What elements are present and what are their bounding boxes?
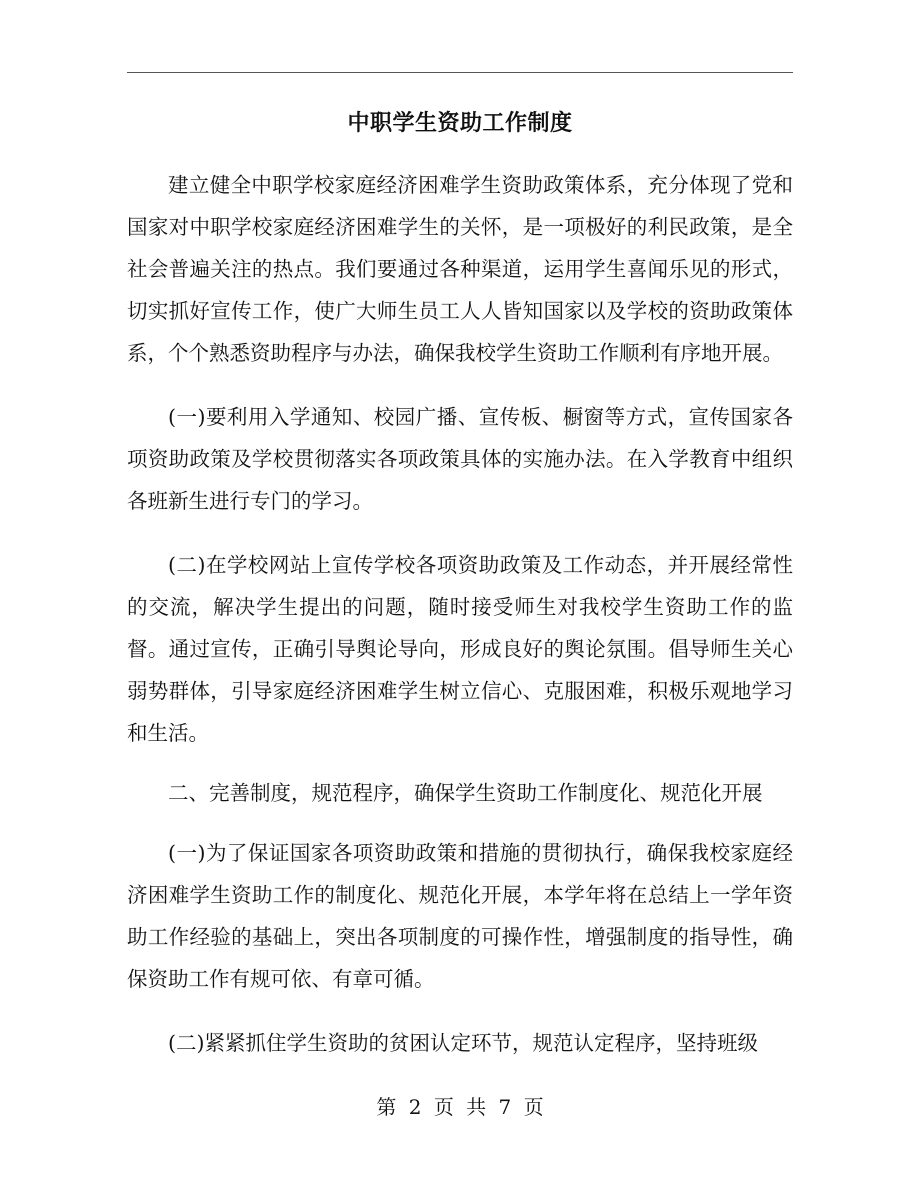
page-footer: 第 2 页 共 7 页 [376, 1095, 544, 1119]
page-title: 中职学生资助工作制度 [347, 111, 573, 136]
paragraph-item-1-2: (二)在学校网站上宣传学校各项资助政策及工作动态，并开展经常性的交流，解决学生提出的问题，随时接受师生对我校学生资助工作的监督。通过宣传，正确引导舆论导向，形成良好的舆论氛围。倡导师生关心弱势群体，引导家庭经济困难学生树立信心、克服困难，积极乐观地学习和生活。 [127, 553, 793, 745]
paragraph-intro: 建立健全中职学校家庭经济困难学生资助政策体系，充分体现了党和国家对中职学校家庭经济困难学生的关怀，是一项极好的利民政策，是全社会普遍关注的热点。我们要通过各种渠道，运用学生喜闻乐见的形式，切实抓好宣传工作，使广大师生员工人人皆知国家以及学校的资助政策体系，个个熟悉资助程序与办法，确保我校学生资助工作顺利有序地开展。 [127, 173, 793, 365]
paragraph-item-2-2: (二)紧紧抓住学生资助的贫困认定环节，规范认定程序，坚持班级 [168, 1031, 758, 1055]
paragraph-item-2-1: (一)为了保证国家各项资助政策和措施的贯彻执行，确保我校家庭经济困难学生资助工作的制度化、规范化开展，本学年将在总结上一学年资助工作经验的基础上，突出各项制度的可操作性，增强制度的指导性，确保资助工作有规可依、有章可循。 [127, 841, 793, 991]
section-heading-2: 二、完善制度，规范程序，确保学生资助工作制度化、规范化开展 [168, 781, 763, 805]
header-rule [127, 72, 793, 73]
document-body [127, 164, 793, 1086]
paragraph-item-1-1: (一)要利用入学通知、校园广播、宣传板、橱窗等方式，宣传国家各项资助政策及学校贯彻落实各项政策具体的实施办法。在入学教育中组织各班新生进行专门的学习。 [127, 405, 793, 513]
